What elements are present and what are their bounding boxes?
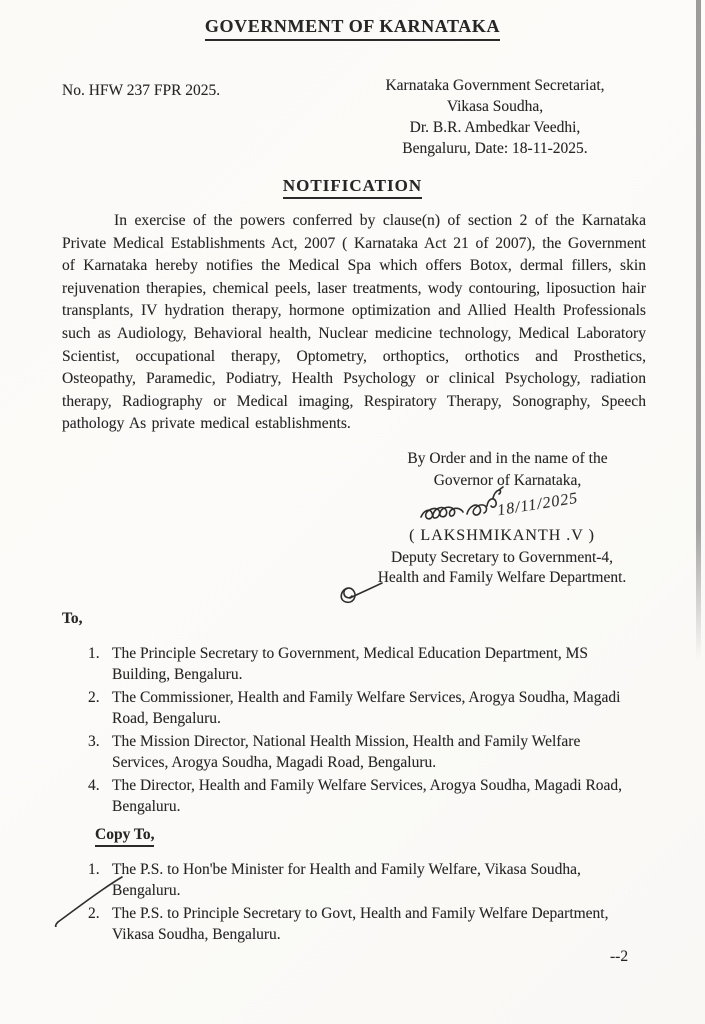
list-item-number: 4. xyxy=(88,777,100,795)
list-item xyxy=(88,860,640,902)
issuing-office-address xyxy=(360,75,630,159)
notification-heading-text: NOTIFICATION xyxy=(283,176,422,199)
copy-to-label-text: Copy To, xyxy=(95,826,154,847)
to-label: To, xyxy=(62,610,83,627)
signatory-department: Health and Family Welfare Department. xyxy=(377,569,627,586)
list-item-text: The Director, Health and Family Welfare Services, Arogya Soudha, Magadi Road, Bengaluru. xyxy=(112,777,623,816)
signatory-title: Deputy Secretary to Government-4, xyxy=(390,549,614,566)
signature-date: 18/11/2025 xyxy=(496,489,580,520)
list-item-number: 2. xyxy=(88,905,100,923)
notification-heading xyxy=(0,176,705,199)
page-number: --2 xyxy=(610,948,629,965)
document-title xyxy=(0,16,705,41)
notification-body-paragraph: In exercise of the powers conferred by clause(n) of section 2 of the Karnataka Private Medical Establishments Act, 2007 ( Karnataka Act 21 of 2007), the Government of Karnataka hereby notifies the Medical Spa which offers Botox, dermal fillers, skin rejuvenation therapies, chemical peels, laser treatments, wody contouring, liposuction hair transplants, IV hydration therapy, hormone optimization and Allied Health Professionals such as Audiology, Behavioral health, Nuclear medicine technology, Medical Laboratory Scientist, occupational therapy, Optometry, orthoptics, orthotics and Prosthetics, Osteopathy, Paramedic, Podiatry, Health Psychology or clinical Psychology, radiation therapy, Radiography or Medical imaging, Respiratory Therapy, Sonography, Speech pathology As private medical establishments. xyxy=(62,212,646,433)
signatory-block xyxy=(352,526,652,588)
list-item xyxy=(88,904,640,946)
copy-to-label xyxy=(95,826,154,847)
initial-scribble-icon xyxy=(334,576,386,608)
list-item-text: The P.S. to Hon'be Minister for Health and Family Welfare, Vikasa Soudha, Bengaluru. xyxy=(112,861,581,899)
handwritten-tick-mark xyxy=(52,872,132,932)
address-line: Dr. B.R. Ambedkar Veedhi, xyxy=(409,119,581,136)
list-item-number: 3. xyxy=(88,733,100,751)
reference-number: No. HFW 237 FPR 2025. xyxy=(62,82,221,99)
list-item xyxy=(88,732,640,774)
scan-edge-artifact xyxy=(696,0,701,660)
list-item-number: 1. xyxy=(88,861,100,878)
list-item-number: 1. xyxy=(88,645,100,662)
document-title-text: GOVERNMENT OF KARNATAKA xyxy=(205,16,500,41)
copy-to-recipients-list xyxy=(88,860,640,948)
by-order-line: By Order and in the name of the xyxy=(407,450,608,467)
address-line-date: Bengaluru, Date: 18-11-2025. xyxy=(402,140,588,157)
list-item xyxy=(88,644,640,686)
by-order-line: Governor of Karnataka, xyxy=(433,472,582,489)
tick-stroke-icon xyxy=(52,872,132,927)
list-item xyxy=(88,688,640,730)
handwritten-initial-mark xyxy=(334,576,386,613)
handwritten-signature xyxy=(415,484,625,532)
list-item-text: The Principle Secretary to Government, Medical Education Department, MS Building, Bengaluru. xyxy=(112,645,589,683)
list-item-number: 2. xyxy=(88,689,100,707)
list-item-text: The Mission Director, National Health Mission, Health and Family Welfare Services, Arogya Soudha, Magadi Road, Bengaluru. xyxy=(112,733,581,771)
signatory-name: ( LAKSHMIKANTH .V ) xyxy=(409,527,595,544)
list-item-text: The Commissioner, Health and Family Welfare Services, Arogya Soudha, Magadi Road, Bengaluru. xyxy=(112,689,621,727)
list-item-text: The P.S. to Principle Secretary to Govt, Health and Family Welfare Department, Vikasa Soudha, Bengaluru. xyxy=(112,905,609,943)
list-item xyxy=(88,776,640,818)
address-line: Karnataka Government Secretariat, xyxy=(385,77,605,94)
to-recipients-list xyxy=(88,644,640,820)
address-line: Vikasa Soudha, xyxy=(446,98,544,115)
